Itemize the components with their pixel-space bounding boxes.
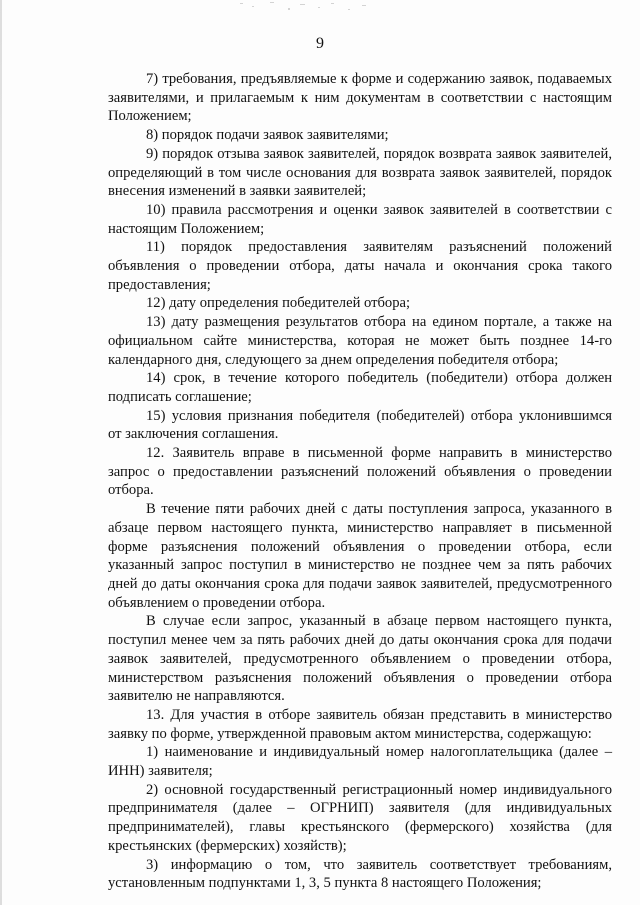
paragraph-subitem-2: 2) основной государственный регистрационный номер индивидуального предпринимателя (далее – ОГРНИП) заявителя (для индивидуальных предпринимателей), главы крестьянского (фермерского) хозяйства (для крестьянских (фермерских) хозяйств);: [108, 781, 612, 854]
paragraph-item-10: 10) правила рассмотрения и оценки заявок заявителей в соответствии с настоящим Положением;: [108, 201, 612, 237]
document-body: [108, 70, 612, 893]
paragraph-item-15: 15) условия признания победителя (победителей) отбора уклонившимся от заключения соглашения.: [108, 407, 612, 443]
paragraph-item-11: 11) порядок предоставления заявителям разъяснений положений объявления о проведении отбора, даты начала и окончания срока такого предоставления;: [108, 239, 612, 293]
scan-noise-marks: [230, 0, 380, 14]
page-number: 9: [316, 35, 324, 52]
paragraph-item-9: 9) порядок отзыва заявок заявителей, порядок возврата заявок заявителей, определяющий в том числе основания для возврата заявок заявителей, порядок внесения изменений в заявки заявителей;: [108, 145, 612, 200]
scan-edge: [0, 0, 2, 905]
paragraph-point-12-part-3: В случае если запрос, указанный в абзаце первом настоящего пункта, поступил менее чем за пять рабочих дней до даты окончания срока для подачи заявок заявителей, предусмотренного объявлением о проведении отбора, министерством разъяснения положений объявления о проведении отбора заявителю не направляются.: [108, 613, 612, 705]
paragraph-subitem-1: 1) наименование и индивидуальный номер налогоплательщика (далее – ИНН) заявителя;: [108, 744, 612, 780]
paragraph-item-13: 13) дату размещения результатов отбора на едином портале, а также на официальном сайте министерства, которая не может быть позднее 14-го календарного дня, следующего за днем определения победителя отбора;: [108, 314, 612, 368]
paragraph-item-14: 14) срок, в течение которого победитель (победители) отбора должен подписать соглашение;: [108, 370, 612, 405]
paragraph-point-12: 12. Заявитель вправе в письменной форме направить в министерство запрос о предоставлении разъяснений положений объявления о проведении отбора.: [108, 445, 612, 499]
paragraph-subitem-3: 3) информацию о том, что заявитель соответствует требованиям, установленным подпунктами 1, 3, 5 пункта 8 настоящего Положения;: [108, 856, 612, 892]
paragraph-point-13: 13. Для участия в отборе заявитель обязан представить в министерство заявку по форме, утвержденной правовым актом министерства, содержащую:: [108, 706, 612, 742]
paragraph-point-12-part-2: В течение пяти рабочих дней с даты поступления запроса, указанного в абзаце первом настоящего пункта, министерство направляет в письменной форме разъяснения положений объявления о проведении отбора, если указанный запрос поступил в министерство не позднее чем за пять рабочих дней до даты окончания срока для подачи заявок заявителей, предусмотренного объявлением о проведении отбора.: [108, 501, 612, 611]
paragraph-item-8: 8) порядок подачи заявок заявителями;: [146, 127, 389, 144]
paragraph-item-12: 12) дату определения победителей отбора;: [146, 295, 411, 312]
paragraph-item-7: 7) требования, предъявляемые к форме и содержанию заявок, подаваемых заявителями, и прилагаемым к ним документам в соответствии с настоящим Положением;: [108, 71, 612, 125]
